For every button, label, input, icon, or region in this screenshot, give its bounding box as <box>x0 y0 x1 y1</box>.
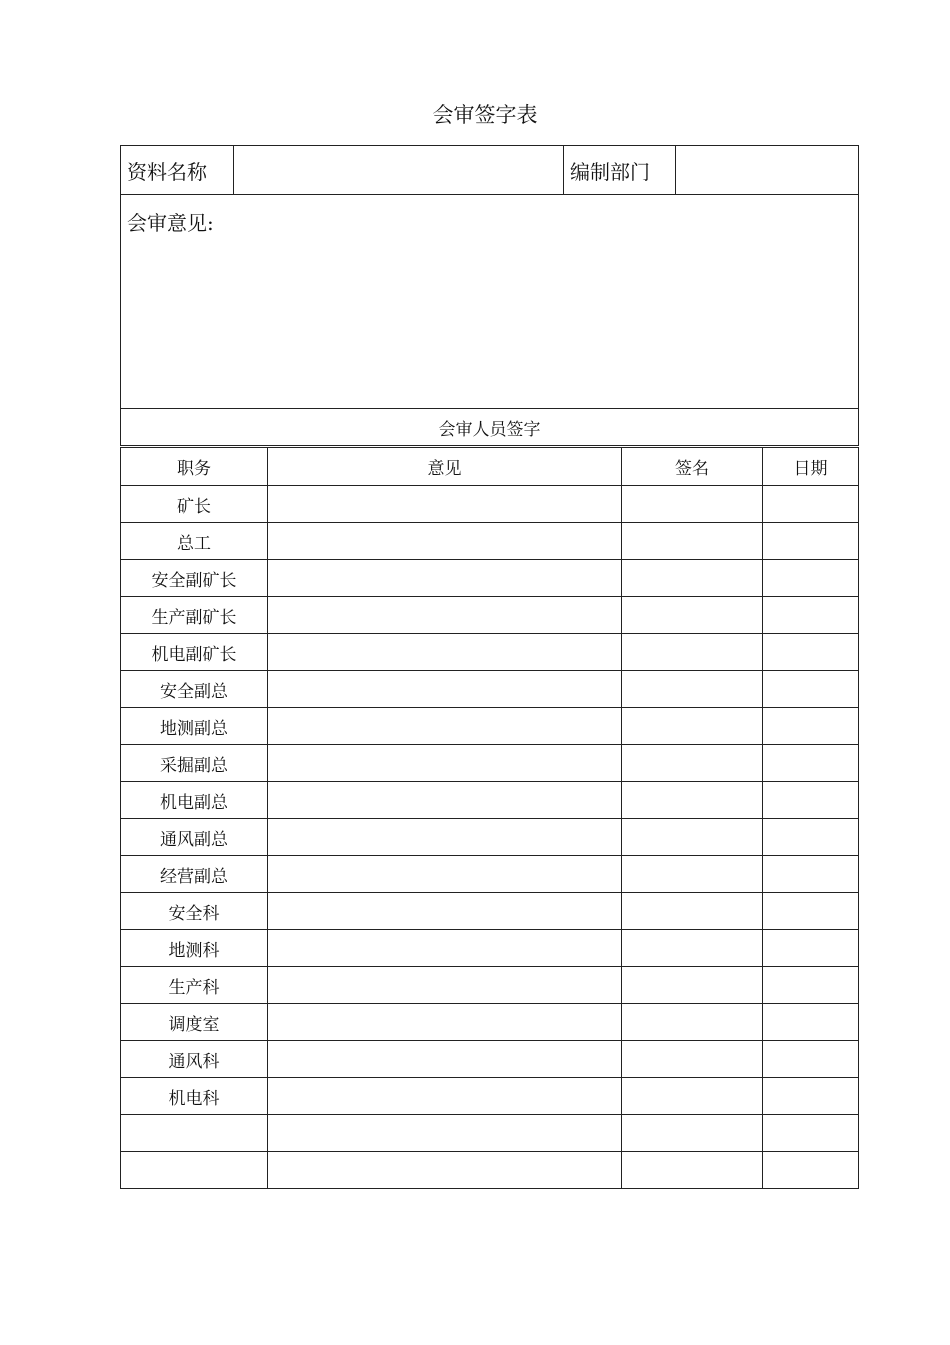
table-row <box>121 1115 859 1152</box>
table-row <box>121 671 859 708</box>
position-cell: 机电副矿长 <box>121 634 268 671</box>
date-cell[interactable] <box>763 893 859 930</box>
opinion-cell[interactable] <box>268 523 622 560</box>
opinion-cell[interactable] <box>268 597 622 634</box>
table-row <box>121 1152 859 1189</box>
signature-cell[interactable] <box>622 930 763 967</box>
opinion-cell[interactable] <box>268 893 622 930</box>
table-row <box>121 597 859 634</box>
table-row <box>121 782 859 819</box>
material-name-field[interactable] <box>234 146 564 195</box>
date-cell[interactable] <box>763 856 859 893</box>
position-cell: 经营副总 <box>121 856 268 893</box>
signature-cell[interactable] <box>622 967 763 1004</box>
date-cell[interactable] <box>763 523 859 560</box>
opinion-cell[interactable] <box>268 967 622 1004</box>
table-row <box>121 1004 859 1041</box>
position-cell: 通风副总 <box>121 819 268 856</box>
signature-cell[interactable] <box>622 634 763 671</box>
opinion-cell[interactable] <box>268 930 622 967</box>
table-row <box>121 745 859 782</box>
position-cell <box>121 1152 268 1189</box>
signature-cell[interactable] <box>622 1152 763 1189</box>
opinion-cell[interactable] <box>268 782 622 819</box>
signature-table-body <box>121 448 859 1189</box>
opinion-cell[interactable] <box>268 856 622 893</box>
date-cell[interactable] <box>763 1152 859 1189</box>
column-header-position: 职务 <box>121 448 268 486</box>
signature-cell[interactable] <box>622 597 763 634</box>
position-cell <box>121 1115 268 1152</box>
table-row <box>121 523 859 560</box>
signature-cell[interactable] <box>622 486 763 523</box>
signature-cell[interactable] <box>622 523 763 560</box>
date-cell[interactable] <box>763 967 859 1004</box>
signature-cell[interactable] <box>622 1004 763 1041</box>
column-header-opinion: 意见 <box>268 448 622 486</box>
signature-cell[interactable] <box>622 819 763 856</box>
position-cell: 安全科 <box>121 893 268 930</box>
table-row <box>121 634 859 671</box>
signature-section-title: 会审人员签字 <box>121 409 859 446</box>
column-header-row <box>121 448 859 486</box>
opinion-field[interactable] <box>121 195 859 409</box>
signature-section-header <box>121 409 859 446</box>
signature-cell[interactable] <box>622 782 763 819</box>
position-cell: 总工 <box>121 523 268 560</box>
position-cell: 地测科 <box>121 930 268 967</box>
signature-cell[interactable] <box>622 1078 763 1115</box>
opinion-cell[interactable] <box>268 1041 622 1078</box>
date-cell[interactable] <box>763 1041 859 1078</box>
date-cell[interactable] <box>763 1078 859 1115</box>
signature-cell[interactable] <box>622 560 763 597</box>
date-cell[interactable] <box>763 708 859 745</box>
signature-cell[interactable] <box>622 1115 763 1152</box>
dept-field[interactable] <box>676 146 859 195</box>
opinion-cell[interactable] <box>268 708 622 745</box>
document-title: 会审签字表 <box>432 103 538 127</box>
date-cell[interactable] <box>763 745 859 782</box>
signature-cell[interactable] <box>622 745 763 782</box>
opinion-row <box>121 195 859 409</box>
table-row <box>121 486 859 523</box>
position-cell: 调度室 <box>121 1004 268 1041</box>
opinion-label: 会审意见: <box>127 211 214 235</box>
opinion-cell[interactable] <box>268 745 622 782</box>
date-cell[interactable] <box>763 634 859 671</box>
table-row <box>121 893 859 930</box>
signature-cell[interactable] <box>622 856 763 893</box>
position-cell: 安全副总 <box>121 671 268 708</box>
info-row <box>121 146 859 195</box>
column-header-signature: 签名 <box>622 448 763 486</box>
opinion-cell[interactable] <box>268 1115 622 1152</box>
signature-cell[interactable] <box>622 671 763 708</box>
position-cell: 生产副矿长 <box>121 597 268 634</box>
date-cell[interactable] <box>763 560 859 597</box>
opinion-cell[interactable] <box>268 1004 622 1041</box>
opinion-cell[interactable] <box>268 634 622 671</box>
opinion-cell[interactable] <box>268 1152 622 1189</box>
position-cell: 生产科 <box>121 967 268 1004</box>
position-cell: 地测副总 <box>121 708 268 745</box>
opinion-cell[interactable] <box>268 819 622 856</box>
date-cell[interactable] <box>763 782 859 819</box>
signature-cell[interactable] <box>622 1041 763 1078</box>
date-cell[interactable] <box>763 819 859 856</box>
table-row <box>121 856 859 893</box>
date-cell[interactable] <box>763 486 859 523</box>
date-cell[interactable] <box>763 671 859 708</box>
signature-cell[interactable] <box>622 893 763 930</box>
table-row <box>121 708 859 745</box>
table-row <box>121 819 859 856</box>
dept-label: 编制部门 <box>564 146 676 195</box>
table-row <box>121 1041 859 1078</box>
position-cell: 机电科 <box>121 1078 268 1115</box>
position-cell: 通风科 <box>121 1041 268 1078</box>
table-row <box>121 967 859 1004</box>
date-cell[interactable] <box>763 930 859 967</box>
position-cell: 机电副总 <box>121 782 268 819</box>
date-cell[interactable] <box>763 1004 859 1041</box>
info-table <box>120 145 859 446</box>
table-row <box>121 1078 859 1115</box>
opinion-cell[interactable] <box>268 1078 622 1115</box>
signature-table <box>120 447 859 1189</box>
position-cell: 矿长 <box>121 486 268 523</box>
date-cell[interactable] <box>763 1115 859 1152</box>
table-row <box>121 930 859 967</box>
material-name-label: 资料名称 <box>121 146 234 195</box>
date-cell[interactable] <box>763 597 859 634</box>
position-cell: 安全副矿长 <box>121 560 268 597</box>
column-header-date: 日期 <box>763 448 859 486</box>
position-cell: 采掘副总 <box>121 745 268 782</box>
opinion-cell[interactable] <box>268 486 622 523</box>
opinion-cell[interactable] <box>268 671 622 708</box>
table-row <box>121 560 859 597</box>
opinion-cell[interactable] <box>268 560 622 597</box>
signature-cell[interactable] <box>622 708 763 745</box>
